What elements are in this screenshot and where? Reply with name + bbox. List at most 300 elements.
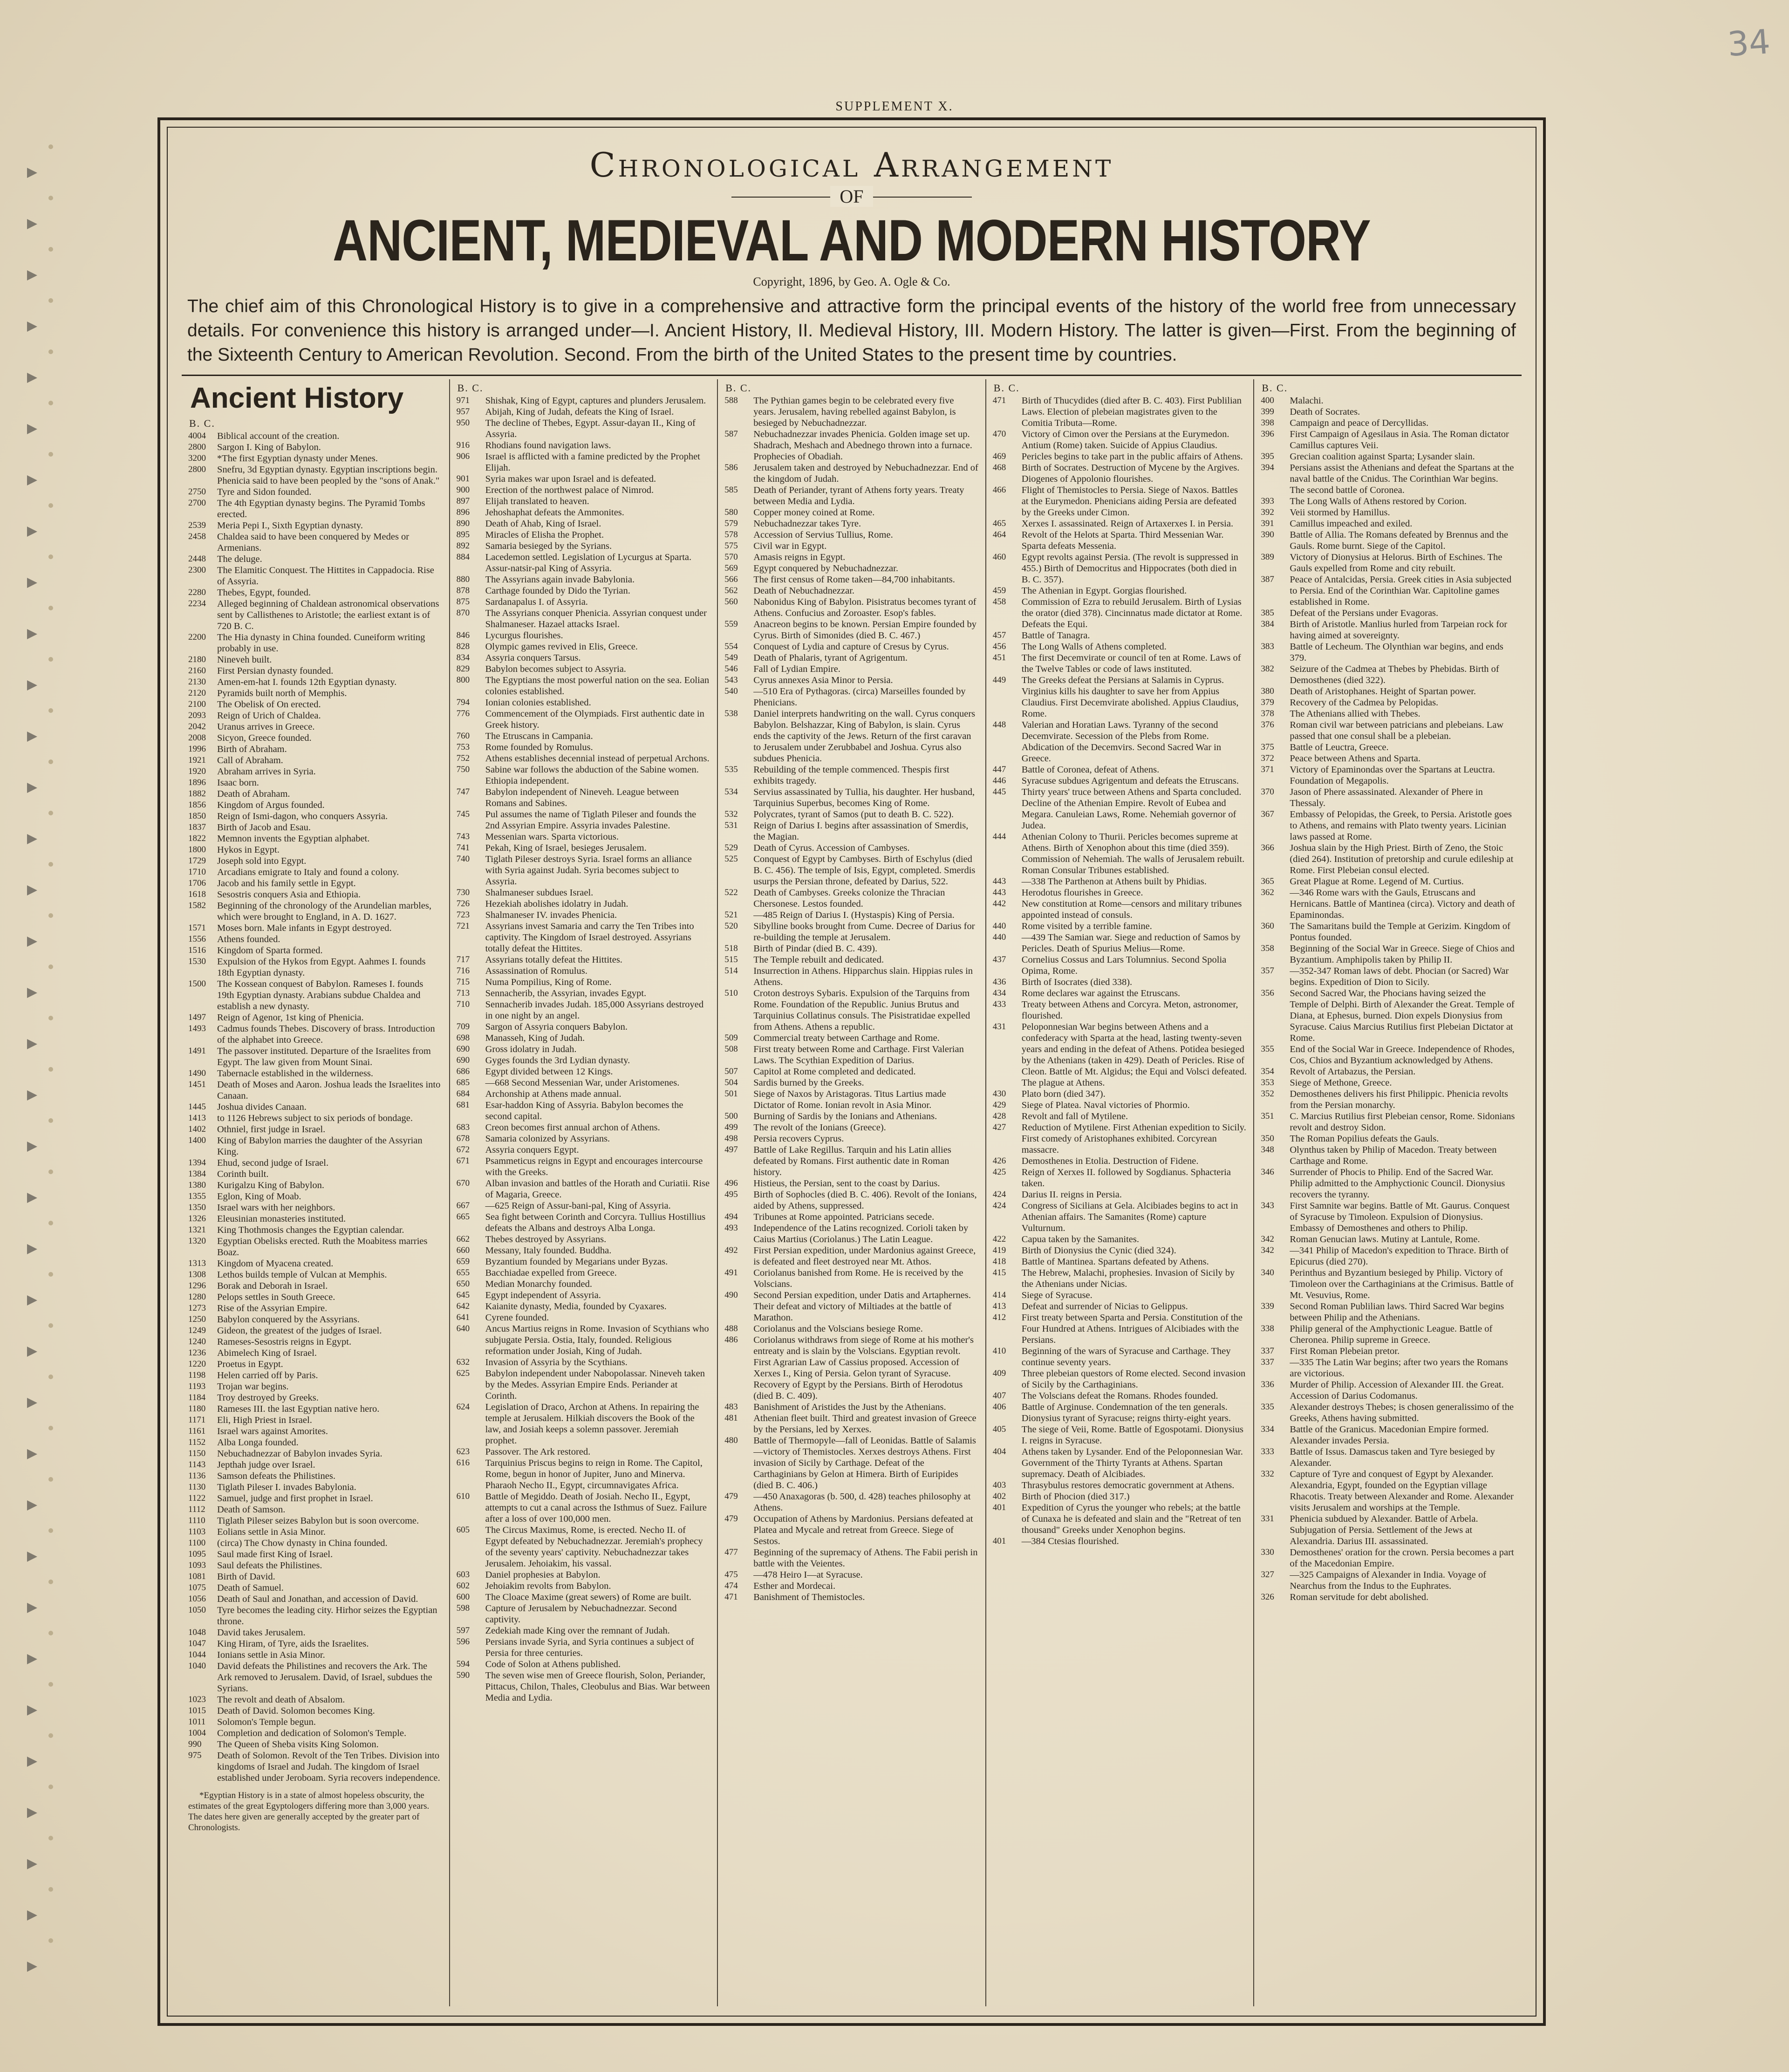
- entry-text: —439 The Samian war. Siege and reduction of Samos by Pericles. Death of Spurius Melius—Rome.: [1021, 932, 1241, 954]
- chronology-entry: [188, 464, 443, 475]
- entry-year: 371: [1261, 765, 1274, 774]
- entry-year: 610: [456, 1491, 470, 1501]
- chronology-entry: [724, 820, 979, 842]
- chronology-entry: [188, 1593, 443, 1605]
- binding-ring-icon: [48, 1118, 53, 1123]
- chronology-entry: [724, 1033, 979, 1044]
- entry-year: 605: [456, 1525, 470, 1535]
- entry-year: 760: [456, 731, 470, 741]
- entry-year: 1321: [188, 1225, 206, 1235]
- chronology-entry: [1261, 753, 1515, 764]
- entry-text: The Hebrew, Malachi, prophesies. Invasion of Sicily by the Athenians under Nicias.: [1021, 1268, 1235, 1289]
- entry-text: Roman Genucian laws. Mutiny at Lantule, Rome.: [1290, 1234, 1480, 1245]
- entry-text: Alleged beginning of Chaldean astronomical observations sent by Callisthenes to Aristotle; the earliest extant is of 720 B. C.: [217, 599, 439, 631]
- entry-year: 686: [456, 1067, 470, 1076]
- chronology-entry: [724, 1580, 979, 1592]
- entry-text: Samaria colonized by Assyrians.: [485, 1134, 610, 1144]
- entry-year: 2458: [188, 532, 206, 541]
- entry-text: Jerusalem taken and destroyed by Nebuchadnezzar. End of the kingdom of Judah.: [753, 463, 978, 484]
- entry-year: 448: [992, 720, 1006, 730]
- chronology-entry: [188, 923, 443, 934]
- entry-year: 445: [992, 787, 1006, 797]
- entry-text: Thirty years' truce between Athens and Sparta concluded. Decline of the Athenian Empire. Revolt of Eubea and Megara. Canuleian Laws, Rome. Nehemiah governor of Judea.: [1021, 787, 1242, 831]
- entry-year: 342: [1261, 1234, 1274, 1244]
- entry-text: Thrasybulus restores democratic government at Athens.: [1021, 1480, 1235, 1491]
- entry-year: 400: [1261, 396, 1274, 405]
- entry-year: 508: [724, 1044, 738, 1054]
- entry-year: 464: [992, 530, 1006, 540]
- chronology-entry: [724, 507, 979, 518]
- entry-year: 1822: [188, 834, 206, 843]
- entry-text: Eolians settle in Asia Minor.: [217, 1527, 326, 1537]
- entry-year: 353: [1261, 1078, 1274, 1087]
- chronology-entry: [724, 563, 979, 574]
- entry-year: 355: [1261, 1044, 1274, 1054]
- entry-year: 469: [992, 451, 1006, 461]
- entry-text: Israel wars against Amorites.: [217, 1426, 328, 1436]
- entry-year: 380: [1261, 686, 1274, 696]
- chronology-entry: [1261, 1077, 1515, 1088]
- entry-text: Invasion of Assyria by the Scythians.: [485, 1357, 628, 1368]
- entry-year: 404: [992, 1447, 1006, 1457]
- entry-year: 1015: [188, 1706, 206, 1716]
- entry-year: 662: [456, 1234, 470, 1244]
- entry-year: 896: [456, 507, 470, 517]
- entry-text: Athens founded.: [217, 934, 280, 944]
- entry-year: 890: [456, 519, 470, 528]
- chronology-entry: [457, 641, 711, 652]
- chronology-entry: [993, 630, 1247, 641]
- entry-text: The Athenians allied with Thebes.: [1290, 709, 1420, 719]
- chronology-entry: [993, 1390, 1247, 1402]
- chronology-entry: [993, 1368, 1247, 1390]
- entry-year: 459: [992, 586, 1006, 595]
- entry-text: Alban invasion and battles of the Horath and Curiatii. Rise of Magaria, Greece.: [485, 1178, 710, 1200]
- entry-year: 360: [1261, 921, 1274, 931]
- entry-year: 616: [456, 1458, 470, 1468]
- chronology-entry: [188, 453, 443, 464]
- binding-hole-icon: [27, 578, 37, 588]
- chronology-entry: [457, 1357, 711, 1368]
- chronology-entry: [724, 574, 979, 585]
- chronology-entry: [457, 954, 711, 965]
- entry-year: 1530: [188, 957, 206, 966]
- entry-text: The passover instituted. Departure of the Israelites from Egypt. The law given from Mount Sinai.: [217, 1046, 431, 1067]
- entry-text: Beginning of the supremacy of Athens. The Fabii perish in battle with the Veientes.: [753, 1547, 978, 1569]
- chronology-entry: [188, 889, 443, 900]
- entry-text: Tarquinius Priscus begins to reign in Rome. The Capitol, Rome, begun in honor of Jupiter, Juno and Minerva. Pharaoh Necho II., Egypt, circumnavigates Africa.: [485, 1458, 703, 1491]
- entry-year: 334: [1261, 1424, 1274, 1434]
- entry-year: 410: [992, 1346, 1006, 1356]
- footnote: *Egyptian History is in a state of almost hopeless obscurity, the estimates of the great Egyptologers differing more than 3,000 years. The dates here given are generally accepted by the greater part of Chronologists.: [188, 1791, 430, 1833]
- entry-year: 1161: [188, 1426, 206, 1436]
- chronology-entry: [188, 1135, 443, 1157]
- chronology-entry: [724, 1189, 979, 1211]
- entry-text: First treaty between Sparta and Persia. Constitution of the Four Hundred at Athens. Intrigues of Alcibiades with the Persians.: [1021, 1313, 1243, 1345]
- entry-text: Campaign and peace of Dercyllidas.: [1290, 418, 1429, 428]
- entry-text: Capitol at Rome completed and dedicated.: [753, 1067, 916, 1077]
- entry-text: Reign of Ismi-dagon, who conquers Assyria.: [217, 811, 388, 821]
- entry-text: Amasis reigns in Egypt.: [753, 552, 846, 562]
- entry-year: 356: [1261, 988, 1274, 998]
- entry-year: 429: [992, 1100, 1006, 1110]
- entry-text: Siege of Methone, Greece.: [1290, 1078, 1392, 1088]
- chronology-entry: [724, 675, 979, 686]
- entry-text: Assyria conquers Egypt.: [485, 1145, 579, 1155]
- chronology-entry: [993, 429, 1247, 451]
- entry-year: 337: [1261, 1346, 1274, 1356]
- entry-year: 1093: [188, 1560, 206, 1570]
- entry-year: 1800: [188, 845, 206, 855]
- chronology-entry: [188, 777, 443, 788]
- entry-text: The Hia dynasty in China founded. Cuneiform writing probably in use.: [217, 632, 425, 654]
- entry-text: Snefru, 3d Egyptian dynasty. Egyptian inscriptions begin.: [217, 465, 437, 475]
- entry-year: 667: [456, 1201, 470, 1210]
- entry-text: Defeat and surrender of Nicias to Gelippus.: [1021, 1301, 1188, 1312]
- chronology-entry: [993, 999, 1247, 1021]
- entry-year: 471: [724, 1592, 738, 1602]
- chronology-entry: [457, 831, 711, 842]
- chronology-entry: [188, 1482, 443, 1493]
- entry-year: 442: [992, 899, 1006, 909]
- entry-text: Phenicia subdued by Alexander. Battle of Arbela. Subjugation of Persia. Settlement of the Jews at Alexandria. Darius III. assassinated.: [1290, 1514, 1478, 1546]
- binding-ring-icon: [48, 247, 53, 252]
- entry-text: Egypt divided between 12 Kings.: [485, 1067, 613, 1077]
- entry-year: 529: [724, 843, 738, 853]
- entry-text: Completion and dedication of Solomon's Temple.: [217, 1728, 407, 1738]
- entry-year: 514: [724, 966, 738, 976]
- chronology-entry: [457, 1525, 711, 1569]
- chronology-entry: [457, 1033, 711, 1044]
- entry-year: 580: [724, 507, 738, 517]
- entry-text: Tabernacle established in the wilderness.: [217, 1068, 373, 1079]
- entry-year: 1710: [188, 867, 206, 877]
- intro-paragraph: The chief aim of this Chronological History is to give in a comprehensive and attractive form the principal events of the history of the world free from unnecessary details. For convenience this history is arranged under—I. Ancient History, II. Medieval History, III. Modern History. The latter is given—First. From the beginning of the Sixteenth Century to American Revolution. Second. From the birth of the United States to the present time by countries.: [187, 296, 1516, 365]
- entry-text: Archonship at Athens made annual.: [485, 1089, 621, 1099]
- entry-year: 490: [724, 1290, 738, 1300]
- entry-text: The first Decemvirate or council of ten at Rome. Laws of the Twelve Tables or code of laws instituted.: [1021, 653, 1241, 674]
- entry-text: Sardis burned by the Greeks.: [753, 1078, 864, 1088]
- entry-year: 431: [992, 1022, 1006, 1032]
- entry-year: 1996: [188, 744, 206, 754]
- chronology-entry: [188, 677, 443, 688]
- entry-text: Eli, High Priest in Israel.: [217, 1415, 312, 1425]
- entry-text: Carthage founded by Dido the Tyrian.: [485, 586, 630, 596]
- entry-year: 2008: [188, 733, 206, 743]
- entry-year: 2800: [188, 465, 206, 474]
- entry-year: 900: [456, 485, 470, 495]
- binding-ring-icon: [48, 1733, 53, 1738]
- chronology-entry: [1261, 1234, 1515, 1245]
- entry-year: 437: [992, 955, 1006, 964]
- chronology-entry: [188, 598, 443, 632]
- entry-year: 624: [456, 1402, 470, 1412]
- entry-text: Capua taken by the Samanites.: [1021, 1234, 1139, 1245]
- entry-text: Reign of Xerxes II. followed by Sogdianus. Sphacteria taken.: [1021, 1167, 1231, 1189]
- entry-text: Alba Longa founded.: [217, 1437, 299, 1448]
- entry-year: 491: [724, 1268, 738, 1278]
- entry-text: Sargon I. King of Babylon.: [217, 442, 321, 452]
- binding-ring-icon: [48, 349, 53, 354]
- entry-text: Abimelech King of Israel.: [217, 1348, 317, 1358]
- entry-text: Birth of Pindar (died B. C. 439).: [753, 944, 878, 954]
- entry-text: Solomon's Temple begun.: [217, 1717, 316, 1727]
- entry-text: Siege of Syracuse.: [1021, 1290, 1093, 1300]
- entry-year: 1023: [188, 1695, 206, 1704]
- entry-text: Meria Pepi I., Sixth Egyptian dynasty.: [217, 520, 363, 531]
- entry-year: 403: [992, 1480, 1006, 1490]
- entry-year: 594: [456, 1659, 470, 1669]
- chronology-entry: [188, 531, 443, 554]
- entry-text: Victory of Cimon over the Persians at the Eurymedon. Antium (Rome) taken. Suicide of Appius Claudius.: [1021, 429, 1229, 451]
- entry-year: 354: [1261, 1067, 1274, 1076]
- chronology-entry: [188, 1504, 443, 1515]
- entry-year: 1044: [188, 1650, 206, 1660]
- entry-text: The deluge.: [217, 554, 262, 564]
- entry-year: 468: [992, 463, 1006, 472]
- entry-text: Psammeticus reigns in Egypt and encourages intercourse with the Greeks.: [485, 1156, 703, 1177]
- entry-text: Persians invade Syria, and Syria continues a subject of Persia for three centuries.: [485, 1637, 694, 1658]
- chronology-entry: [993, 1446, 1247, 1480]
- page-title: ANCIENT, MEDIEVAL AND MODERN HISTORY: [333, 208, 1371, 273]
- entry-year: 339: [1261, 1301, 1274, 1311]
- entry-text: Siege of Platea. Naval victories of Phormio.: [1021, 1100, 1190, 1110]
- entry-year: 685: [456, 1078, 470, 1087]
- entry-year: 1280: [188, 1292, 206, 1302]
- entry-text: First Persian expedition, under Mardonius against Greece, is defeated and fleet destroyed near Mt. Athos.: [753, 1245, 976, 1267]
- chronology-entry: [1261, 462, 1515, 496]
- entry-text: Three plebeian questors of Rome elected. Second invasion of Sicily by the Carthaginians.: [1021, 1368, 1246, 1390]
- chronology-entry: [1261, 641, 1515, 663]
- entry-text: Death of Saul and Jonathan, and accession of David.: [217, 1594, 418, 1604]
- chronology-entry: [188, 665, 443, 677]
- chronology-entry: [188, 710, 443, 721]
- entry-text: Numa Pompilius, King of Rome.: [485, 977, 612, 987]
- chronology-entry: [188, 1750, 443, 1784]
- entry-text: (circa) The Chow dynasty in China founded.: [217, 1538, 388, 1548]
- chronology-entry: [1261, 406, 1515, 417]
- entry-year: 538: [724, 709, 738, 718]
- entry-year: 546: [724, 664, 738, 674]
- entry-text: Samaria besieged by the Syrians.: [485, 541, 612, 551]
- chronology-entry: [457, 1368, 711, 1402]
- chronology-entry: [188, 900, 443, 923]
- entry-text: Saul made first King of Israel.: [217, 1549, 333, 1559]
- chronology-entry: [1261, 1267, 1515, 1301]
- entry-year: 402: [992, 1491, 1006, 1501]
- entry-year: 2300: [188, 565, 206, 575]
- chronology-entry: [1261, 518, 1515, 529]
- binding-hole-icon: [27, 783, 37, 793]
- chronology-entry: [188, 1180, 443, 1191]
- chronology-entry: [1261, 507, 1515, 518]
- chronology-entry: [1261, 1379, 1515, 1402]
- chronology-entry: [188, 1571, 443, 1582]
- entry-text: Israel wars with her neighbors.: [217, 1203, 335, 1213]
- chronology-entry: [993, 585, 1247, 596]
- binding-hole-icon: [27, 1193, 37, 1203]
- entry-year: 392: [1261, 507, 1274, 517]
- entry-text: Daniel prophesies at Babylon.: [485, 1570, 601, 1580]
- chronology-entry: [724, 1245, 979, 1267]
- chronology-entry: [724, 1223, 979, 1245]
- chronology-entry: [1261, 943, 1515, 965]
- entry-text: Cornelius Cossus and Lars Tolumnius. Second Spolia Opima, Rome.: [1021, 955, 1227, 976]
- chronology-entry: [188, 1269, 443, 1280]
- entry-text: Death of Samuel.: [217, 1583, 284, 1593]
- entry-text: Victory of Epaminondas over the Spartans at Leuctra. Foundation of Megapolis.: [1290, 765, 1495, 786]
- entry-year: 566: [724, 574, 738, 584]
- entry-year: 346: [1261, 1167, 1274, 1177]
- chronology-entry: [188, 431, 443, 442]
- chronology-entry: [188, 1728, 443, 1739]
- chronology-entry: [724, 809, 979, 820]
- entry-year: 351: [1261, 1111, 1274, 1121]
- binding-hole-icon: [27, 834, 37, 844]
- entry-text: The 4th Egyptian dynasty begins. The Pyramid Tombs erected.: [217, 498, 425, 520]
- entry-year: 382: [1261, 664, 1274, 674]
- binding-hole-icon: [27, 937, 37, 947]
- entry-year: 1296: [188, 1281, 206, 1291]
- entry-text: Valerian and Horatian Laws. Tyranny of the second Decemvirate. Secession of the Plebs from Rome. Abdication of the Decemvirs. Second Sacred War in Greece.: [1021, 720, 1222, 764]
- chronology-entry: [1261, 1346, 1515, 1357]
- entry-year: 1081: [188, 1572, 206, 1581]
- entry-text: Israel is afflicted with a famine predicted by the Prophet Elijah.: [485, 451, 700, 473]
- entry-text: Shishak, King of Egypt, captures and plunders Jerusalem.: [485, 396, 706, 406]
- entry-year: 1056: [188, 1594, 206, 1604]
- entry-year: 1152: [188, 1437, 206, 1447]
- entry-text: Surrender of Phocis to Philip. End of the Sacred War. Philip admitted to the Amphyctionic Council. Dionysius recovers the tyranny.: [1290, 1167, 1505, 1200]
- chronology-entry: [457, 708, 711, 731]
- entry-text: Peace between Athens and Sparta.: [1290, 753, 1421, 764]
- entry-text: Second Sacred War, the Phocians having seized the Temple of Delphi. Birth of Alexander the Great. Temple of Diana, at Ephesus, burned. Dion expels Dionysius from Syracuse. Caius Marcius Rutilius first Plebeian Dictator at Rome.: [1290, 988, 1515, 1043]
- entry-year: 443: [992, 876, 1006, 886]
- chronology-entry: [1261, 809, 1515, 842]
- binding-ring-icon: [48, 913, 53, 918]
- chronology-entry: [1261, 1402, 1515, 1424]
- entry-text: Death of Nebuchadnezzar.: [753, 586, 855, 596]
- chronology-entry: [724, 641, 979, 652]
- entry-text: The first census of Rome taken—84,700 inhabitants.: [753, 574, 955, 585]
- entry-year: 1571: [188, 923, 206, 933]
- entry-year: 846: [456, 630, 470, 640]
- entry-year: 443: [992, 888, 1006, 897]
- entry-text: Beginning of the Social War in Greece. Siege of Chios and Byzantium. Amphipolis taken by Philip II.: [1290, 944, 1515, 965]
- entry-text: Ancus Martius reigns in Rome. Invasion of Scythians who subjugate Persia. Ostia, Italy, founded. Religious reformation under Josiah, King of Judah.: [485, 1324, 709, 1356]
- entry-text: Embassy of Pelopidas, the Greek, to Persia. Aristotle goes to Athens, and remains with Plato twenty years. Licinian laws passed at Rome.: [1290, 809, 1512, 842]
- chronology-entry: [188, 1202, 443, 1213]
- chronology-entry: [1261, 1088, 1515, 1111]
- entry-year: 1921: [188, 755, 206, 765]
- binding-ring-icon: [48, 452, 53, 457]
- entry-year: 376: [1261, 720, 1274, 730]
- chronology-entry: [993, 831, 1247, 876]
- entry-text: Anacreon begins to be known. Persian Empire founded by Cyrus. Birth of Simonides (died B. C. 467.): [753, 619, 976, 641]
- binding-ring-icon: [48, 1887, 53, 1892]
- entry-year: 2100: [188, 699, 206, 709]
- entry-year: 1394: [188, 1158, 206, 1168]
- chronology-entry: [457, 496, 711, 507]
- binding-hole-icon: [27, 1090, 37, 1101]
- entry-text: Samson defeats the Philistines.: [217, 1471, 335, 1481]
- binding-hole-icon: [27, 629, 37, 639]
- entry-year: 412: [992, 1313, 1006, 1322]
- entry-text: Seizure of the Cadmea at Thebes by Phebidas. Birth of Demosthenes (died 322).: [1290, 664, 1499, 685]
- chronology-entry: [457, 809, 711, 831]
- entry-year: 681: [456, 1100, 470, 1110]
- entry-year: 407: [992, 1391, 1006, 1401]
- entry-year: 483: [724, 1402, 738, 1412]
- entry-text: First Roman Plebeian pretor.: [1290, 1346, 1400, 1356]
- entry-year: 730: [456, 888, 470, 897]
- binding-hole-icon: [27, 168, 37, 178]
- entry-text: The Assyrians conquer Phenicia. Assyrian conquest under Shalmaneser. Hazael attacks Israel.: [485, 608, 707, 629]
- chronology-entry: [188, 632, 443, 654]
- chronology-entry: [724, 1323, 979, 1334]
- binding-ring-icon: [48, 1836, 53, 1840]
- entry-year: 1556: [188, 934, 206, 944]
- entry-year: 713: [456, 988, 470, 998]
- entry-year: 337: [1261, 1357, 1274, 1367]
- binding-ring-icon: [48, 503, 53, 508]
- chronology-entry: [457, 1044, 711, 1055]
- entry-year: 726: [456, 899, 470, 909]
- entry-year: 1100: [188, 1538, 206, 1548]
- chronology-entry: [457, 1323, 711, 1357]
- entry-year: 1451: [188, 1080, 206, 1089]
- entry-year: 740: [456, 854, 470, 864]
- chronology-entry: [1261, 1357, 1515, 1379]
- entry-year: 971: [456, 396, 470, 405]
- entry-text: Assassination of Romulus.: [485, 966, 587, 976]
- entry-year: 457: [992, 630, 1006, 640]
- entry-text: Daniel interprets handwriting on the wall. Cyrus conquers Babylon. Belshazzar, King of Babylon, is slain. Cyrus ends the captivity of the Jews. Return of the first caravan to Jerusalem under Zerubbabel and Joshua. Cyrus also subdues Phenicia.: [753, 709, 976, 764]
- entry-text: Lacedemon settled. Legislation of Lycurgus at Sparta. Assur-natsir-pal King of Assyria.: [485, 552, 692, 574]
- entry-year: 2120: [188, 688, 206, 698]
- entry-text: The revolt and death of Absalom.: [217, 1695, 345, 1705]
- entry-text: The siege of Veii, Rome. Battle of Egospotami. Dionysius I. reigns in Syracuse.: [1021, 1424, 1243, 1446]
- entry-year: 1004: [188, 1728, 206, 1738]
- chronology-entry: [188, 822, 443, 833]
- chronology-entry: [457, 1021, 711, 1033]
- entry-text: First treaty between Rome and Carthage. First Valerian Laws. The Scythian Expedition of Darius.: [753, 1044, 964, 1066]
- entry-text: Battle of Mantinea. Spartans defeated by Athens.: [1021, 1257, 1209, 1267]
- binding-hole-icon: [27, 1142, 37, 1152]
- entry-year: 884: [456, 552, 470, 562]
- title-line-1: Chronological Arrangement: [589, 145, 1114, 185]
- chronology-entry: [993, 1290, 1247, 1301]
- chronology-entry: [457, 965, 711, 977]
- entry-year: 957: [456, 407, 470, 417]
- entry-text: —450 Anaxagoras (b. 500, d. 428) teaches philosophy at Athens.: [753, 1491, 971, 1513]
- chronology-entry: [188, 1012, 443, 1023]
- binding-ring-icon: [48, 708, 53, 713]
- chronology-entry: [188, 1303, 443, 1314]
- header-rule: [182, 375, 1522, 376]
- entry-year: 390: [1261, 530, 1274, 540]
- entry-year: 1350: [188, 1203, 206, 1212]
- entry-text: Moses born. Male infants in Egypt destroyed.: [217, 923, 392, 933]
- chronology-entry: [724, 1178, 979, 1189]
- chronology-entry: [188, 1705, 443, 1716]
- entry-year: 366: [1261, 843, 1274, 853]
- column-entries: [724, 395, 979, 1603]
- chronology-entry: [457, 898, 711, 909]
- entry-text: The Greeks defeat the Persians at Salamis in Cyprus. Virginius kills his daughter to save her from Appius Claudius. First Decemvirate abolished. Appius Claudius, Rome.: [1021, 675, 1239, 719]
- chronology-entry: [724, 1547, 979, 1569]
- entry-text: Rameses III. the last Egyptian native hero.: [217, 1404, 380, 1414]
- chronology-entry: [457, 753, 711, 764]
